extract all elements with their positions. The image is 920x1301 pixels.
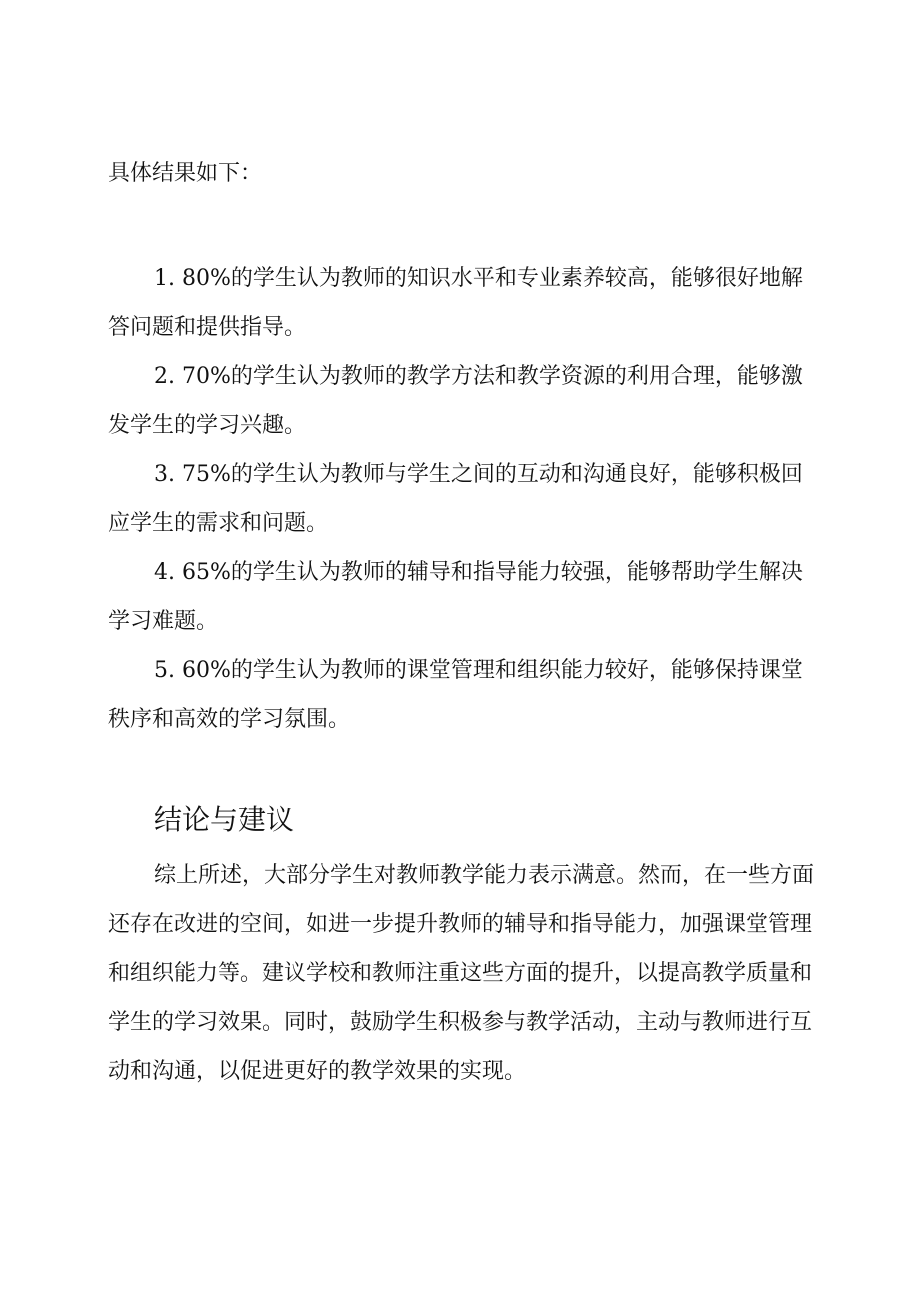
- result-item-5: 5. 60%的学生认为教师的课堂管理和组织能力较好，能够保持课堂秩序和高效的学习氛围。: [108, 658, 803, 732]
- result-item-4: 4. 65%的学生认为教师的辅导和指导能力较强，能够帮助学生解决学习难题。: [108, 560, 803, 634]
- conclusion-heading: 结论与建议: [154, 803, 295, 836]
- conclusion-paragraph: 综上所述，大部分学生对教师教学能力表示满意。然而，在一些方面还存在改进的空间，如进一步提升教师的辅导和指导能力，加强课堂管理和组织能力等。建议学校和教师注重这些方面的提升，以提高教学质量和学生的学习效果。同时，鼓励学生积极参与教学活动，主动与教师进行互动和沟通，以促进更好的教学效果的实现。: [108, 863, 815, 1084]
- results-list: [108, 254, 820, 744]
- result-item-1: 1. 80%的学生认为教师的知识水平和专业素养较高，能够很好地解答问题和提供指导。: [108, 266, 803, 340]
- result-item-2: 2. 70%的学生认为教师的教学方法和教学资源的利用合理，能够激发学生的学习兴趣。: [108, 364, 803, 438]
- result-item-3: 3. 75%的学生认为教师与学生之间的互动和沟通良好，能够积极回应学生的需求和问题。: [108, 462, 803, 536]
- results-intro: 具体结果如下：: [108, 161, 263, 186]
